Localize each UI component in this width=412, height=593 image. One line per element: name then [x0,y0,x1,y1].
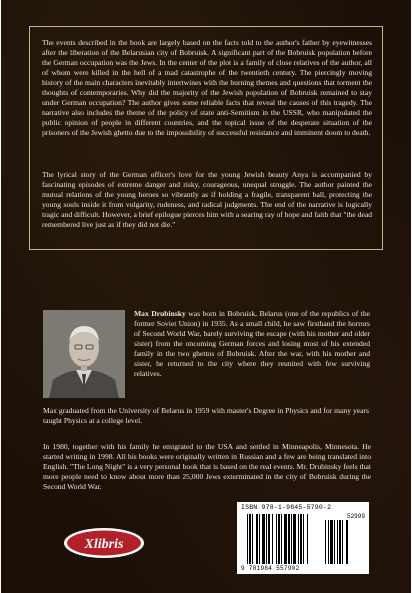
blurb-paragraph-1: The events described in the book are largely based on the facts told to the author's father by eyewitnesses after the liberation of the Belarusian city of Bobruisk. A significant part of the Bobruisk population before the German occupation was the Jews. In the center of the plot is a family of close relatives of the author, all of whom were killed in the hell of a mad catastrophe of the twentieth century. The piercingly moving history of the main characters inevitably intertwines with the burning themes and questions that torment the thoughts of contemporaries. Why did the majority of the Jewish population of Bobruisk remained to stay under German occupation? The author gives some reliable facts that reveal the causes of this tragedy. The narrative also includes the theme of the policy of state anti-Semitism in the USSR, who manipulated the public opinion of people in different countries, and the topical issue of the desperate situation of the prisoners of the Jewish ghetto due to the impossibility of successful resistance and imminent doom to death. [42,38,372,137]
price-barcode-bar [334,520,335,564]
author-bio-2: Max graduated from the University of Belarus in 1959 with master's Degree in Physics and for many years taught Physics at a college level. [43,406,369,425]
author-bio-1 [134,309,370,379]
author-bio-3: In 1980, together with his family he emigrated to the USA and settled in Minneapolis, Minnesota. He started writing in 1998. All his books were originally written in Russian and a few are being translated into English. "The Long Night" is a very personal book that is based on the real events. Mr. Drubinsky feels that more people need to know about more than 25,000 Jews exterminated in the city of Bobruisk during the Second World War. [43,442,371,491]
price-barcode-bar [342,520,343,564]
barcode-bar [276,514,277,564]
barcode-bar [268,514,270,564]
isbn-label: ISBN 978-1-9845-5790-2 [241,504,332,511]
price-barcode-bar [339,520,341,564]
barcode-bar [256,514,258,564]
price-barcode-bar [328,520,329,564]
author-photo [43,310,125,398]
price-barcode-bar [346,520,348,564]
barcode-bar [247,514,248,564]
price-code: 52999 [346,513,365,520]
barcode-bar [259,514,260,564]
barcode-bar [266,514,267,564]
barcode-bar [298,514,299,564]
barcode-bars [241,514,365,564]
barcode-bar [272,514,273,564]
barcode-bar [288,514,290,564]
author-portrait-image [43,310,125,398]
book-back-cover [1,0,411,593]
price-barcode-bar [330,520,333,564]
author-name: Max Drubinsky [134,309,186,318]
barcode-bar [307,514,308,564]
barcode-bar [281,514,282,564]
blurb-paragraph-2: The lyrical story of the German officer's love for the young Jewish beauty Anya is accompanied by fascinating episodes of extreme danger and risky, courageous, unequal struggle. The author painted the mutual relations of the young heroes so vibrantly as if holding a fragile, transparent ball, protecting the young souls inside it from vulgarity, rudeness, and radical judgments. The end of the narrative is logically tragic and difficult. However, a brief epilogue pierces him with a searing ray of hope and faith that "the dead remembered live just as if they did not die." [42,170,372,229]
barcode-bar [303,514,304,564]
barcode-bar [252,514,253,564]
barcode-bar [262,514,265,564]
barcode-bar [291,514,292,564]
xlibris-logo-image [63,527,145,559]
barcode-bar [293,514,296,564]
xlibris-logo [63,527,145,559]
price-barcode-bar [325,520,326,564]
isbn-barcode [237,502,369,574]
author-bio-1-text: was born in Bobruisk, Belarus (one of the republics of the former Soviet Union) in 1935. As a small child, he saw firsthand the horrors of Second World War, barely surviving the escape (with his mother and older sister) from the oncoming German forces and losing most of his extended family in the two ghettos of Bobruisk. After the war, with his mother and sister, he returned to the city where they reunited with few surviving relatives. [134,309,370,378]
barcode-bar [300,514,302,564]
barcode-bar [278,514,280,564]
barcode-bar [249,514,251,564]
price-barcode-bar [337,520,338,564]
isbn-digits: 9 781984 557902 [241,565,300,572]
barcode-bar [284,514,287,564]
svg-text:Xlibris: Xlibris [84,537,124,552]
